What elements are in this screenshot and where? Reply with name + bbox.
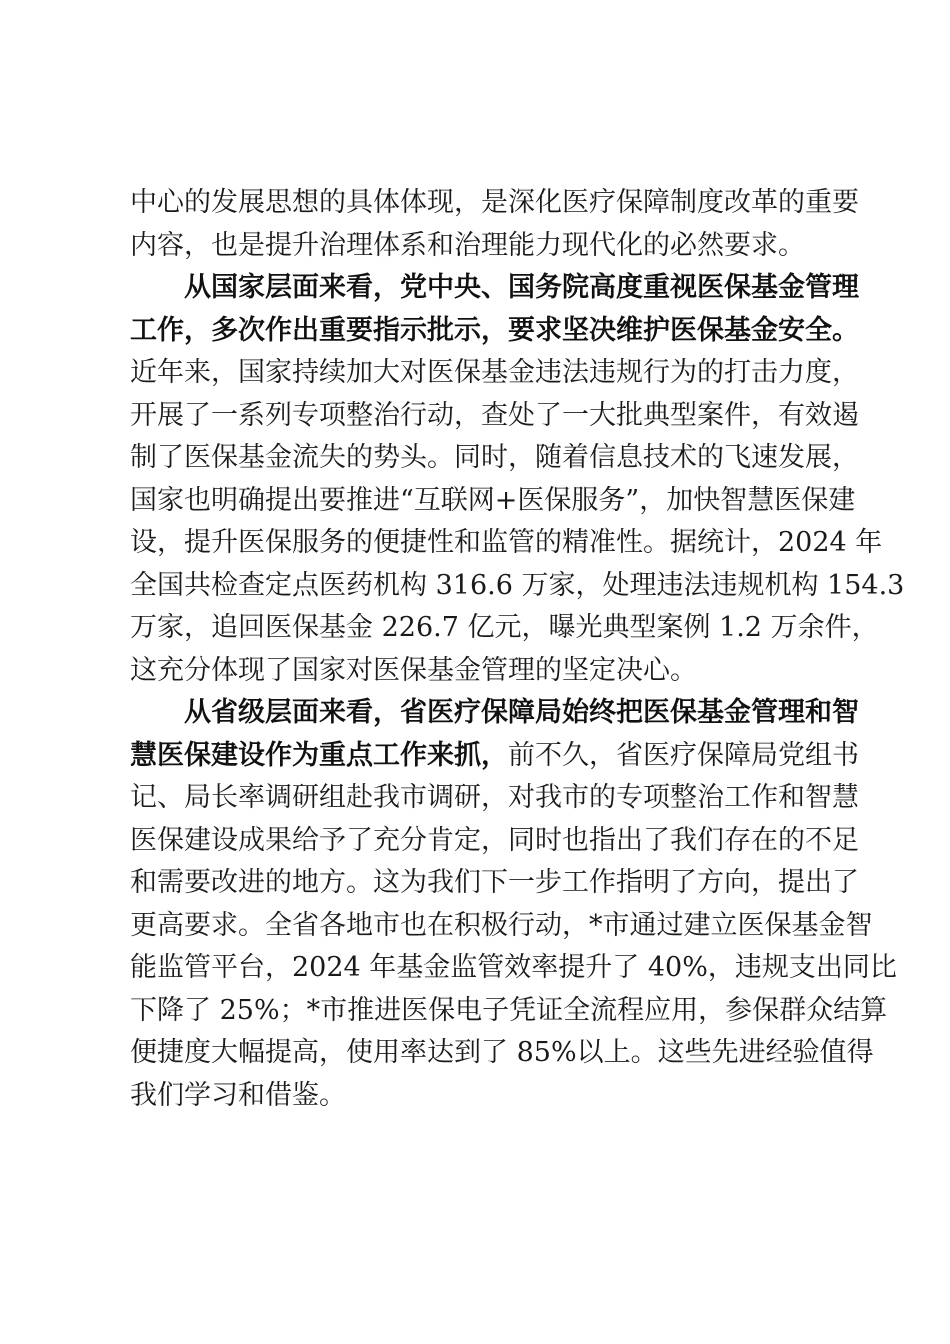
paragraph-2-line-7 <box>130 522 883 565</box>
text-run: 前不久，省医疗保障局党组书 <box>508 739 859 771</box>
paragraph-3-line-2 <box>130 735 859 778</box>
paragraph-2-line-5 <box>130 437 859 480</box>
paragraph-2-line-8 <box>130 565 905 608</box>
paragraph-2-line-6 <box>130 480 856 523</box>
paragraph-3-line-4 <box>130 820 859 863</box>
text-run: 便捷度大幅提高，使用率达到了 85%以上。这些先进经验值得 <box>130 1037 874 1068</box>
paragraph-1-line-1 <box>130 182 859 225</box>
bold-text-run: 从省级层面来看，省医疗保障局始终把医保基金管理和智 <box>184 697 859 728</box>
text-run: 内容，也是提升治理体系和治理能力现代化的必然要求。 <box>130 229 805 261</box>
text-run: 我们学习和借鉴。 <box>130 1079 346 1111</box>
bold-text-run: 工作，多次作出重要指示批示，要求坚决维护医保基金安全。 <box>130 314 859 346</box>
paragraph-3-line-10 <box>130 1075 830 1118</box>
text-run: 万家，追回医保基金 226.7 亿元，曝光典型案例 1.2 万余件， <box>130 612 879 643</box>
paragraph-3-line-3 <box>130 777 859 820</box>
paragraph-3-line-5 <box>130 862 859 905</box>
paragraph-2-line-10 <box>130 650 830 693</box>
text-run: 更高要求。全省各地市也在积极行动，*市通过建立医保基金智 <box>130 909 873 941</box>
paragraph-2-line-9 <box>130 607 879 650</box>
text-run: 全国共检查定点医药机构 316.6 万家，处理违法违规机构 154.3 <box>130 569 905 601</box>
paragraph-2-line-3 <box>130 352 859 395</box>
paragraph-2-line-1 <box>130 267 859 310</box>
text-run: 开展了一系列专项整治行动，查处了一大批典型案件，有效遏 <box>130 399 859 431</box>
text-run: 能监管平台，2024 年基金监管效率提升了 40%，违规支出同比 <box>130 952 897 983</box>
text-run: 制了医保基金流失的势头。同时，随着信息技术的飞速发展， <box>130 442 859 473</box>
text-run: 国家也明确提出要推进“互联网+医保服务”，加快智慧医保建 <box>130 484 856 516</box>
paragraph-2-line-2 <box>130 310 859 353</box>
paragraph-3-line-1 <box>130 692 859 735</box>
text-run: 近年来，国家持续加大对医保基金违法违规行为的打击力度， <box>130 357 859 388</box>
text-run: 中心的发展思想的具体体现，是深化医疗保障制度改革的重要 <box>130 187 859 218</box>
text-run: 这充分体现了国家对医保基金管理的坚定决心。 <box>130 654 697 686</box>
paragraph-3-line-8 <box>130 990 888 1033</box>
text-run: 记、局长率调研组赴我市调研，对我市的专项整治工作和智慧 <box>130 782 859 813</box>
paragraph-1-line-2 <box>130 225 830 268</box>
text-run: 设，提升医保服务的便捷性和监管的精准性。据统计，2024 年 <box>130 527 883 558</box>
bold-text-run: 慧医保建设作为重点工作来抓， <box>130 739 508 771</box>
paragraph-2-line-4 <box>130 395 859 438</box>
document-body <box>130 182 905 1117</box>
paragraph-3-line-9 <box>130 1032 874 1075</box>
bold-text-run: 从国家层面来看，党中央、国务院高度重视医保基金管理 <box>184 272 859 303</box>
text-run: 和需要改进的地方。这为我们下一步工作指明了方向，提出了 <box>130 867 859 898</box>
text-run: 医保建设成果给予了充分肯定，同时也指出了我们存在的不足 <box>130 824 859 856</box>
text-run: 下降了 25%；*市推进医保电子凭证全流程应用，参保群众结算 <box>130 994 888 1026</box>
paragraph-3-line-6 <box>130 905 873 948</box>
paragraph-3-line-7 <box>130 947 897 990</box>
